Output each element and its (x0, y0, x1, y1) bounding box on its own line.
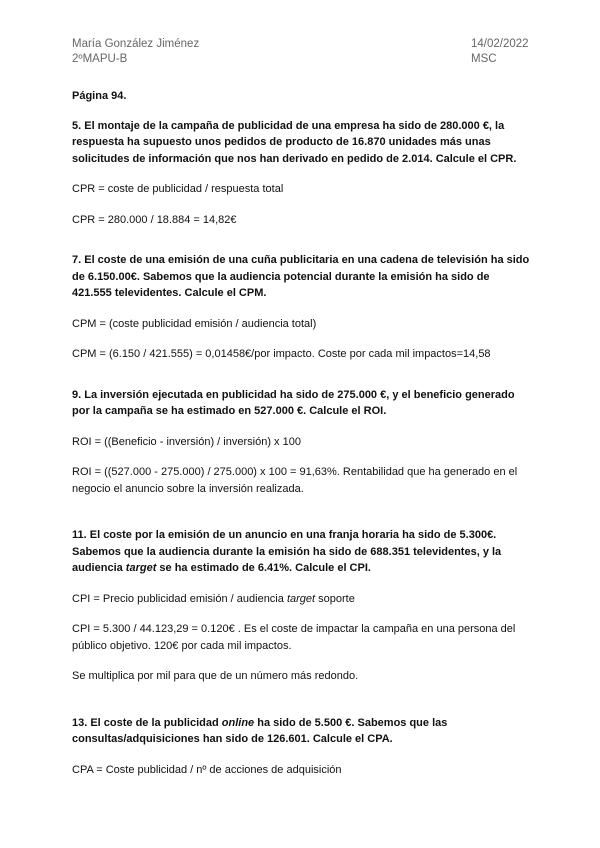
question-9: 9. La inversión ejecutada en publicidad ha sido de 275.000 €, y el beneficio generado por la campaña se ha estimado en 527.000 €. Calcule el ROI. (72, 388, 515, 417)
question-13: 13. El coste de la publicidad online ha sido de 5.500 €. Sabemos que las consultas/adquisiciones han sido de 126.601. Calcule el CPA. (72, 716, 448, 745)
q11-formula: CPI = Precio publicidad emisión / audiencia target soporte (72, 592, 355, 605)
q11-note: Se multiplica por mil para que de un número más redondo. (72, 670, 359, 682)
subject-code: MSC (471, 53, 497, 65)
q7-formula: CPM = (coste publicidad emisión / audiencia total) (72, 317, 317, 330)
student-group: 2ºMAPU-B (72, 53, 128, 65)
document-body (72, 88, 532, 792)
q9-result: ROI = ((527.000 - 275.000) / 275.000) x 100 = 91,63%. Rentabilidad que ha generado en el negocio el anuncio sobre la inversión realizada. (72, 466, 518, 495)
q13-formula: CPA = Coste publicidad / nº de acciones de adquisición (72, 763, 342, 776)
header-left (72, 37, 199, 67)
q11-result: CPI = 5.300 / 44.123,29 = 0.120€ . Es el coste de impactar la campaña en una persona del público objetivo. 120€ por cada mil impactos. (72, 623, 516, 652)
document-date: 14/02/2022 (471, 38, 529, 50)
q5-result: CPR = 280.000 / 18.884 = 14,82€ (72, 213, 237, 226)
question-5: 5. El montaje de la campaña de publicidad de una empresa ha sido de 280.000 €, la respuesta ha supuesto unos pedidos de producto de 16.870 unidades más unas solicitudes de información que nos han derivado en pedido de 2.014. Calcule el CPR. (72, 119, 517, 165)
q7-result: CPM = (6.150 / 421.555) = 0,01458€/por impacto. Coste por cada mil impactos=14,58 (72, 348, 491, 360)
author-name: María González Jiménez (72, 38, 200, 50)
q5-formula: CPR = coste de publicidad / respuesta total (72, 183, 284, 195)
question-11: 11. El coste por la emisión de un anuncio en una franja horaria ha sido de 5.300€. Sabemos que la audiencia durante la emisión ha sido de 688.351 televidentes, y la audiencia target se ha estimado de 6.41%. Calcule el CPI. (72, 529, 502, 574)
header-right (471, 37, 529, 67)
question-7: 7. El coste de una emisión de una cuña publicitaria en una cadena de televisión ha sido de 6.150.00€. Sabemos que la audiencia potencial durante la emisión ha sido de 421.555 televidentes. Calcule el CPM. (72, 254, 530, 299)
page-label: Página 94. (72, 90, 127, 102)
q9-formula: ROI = ((Beneficio - inversión) / inversión) x 100 (72, 435, 301, 448)
